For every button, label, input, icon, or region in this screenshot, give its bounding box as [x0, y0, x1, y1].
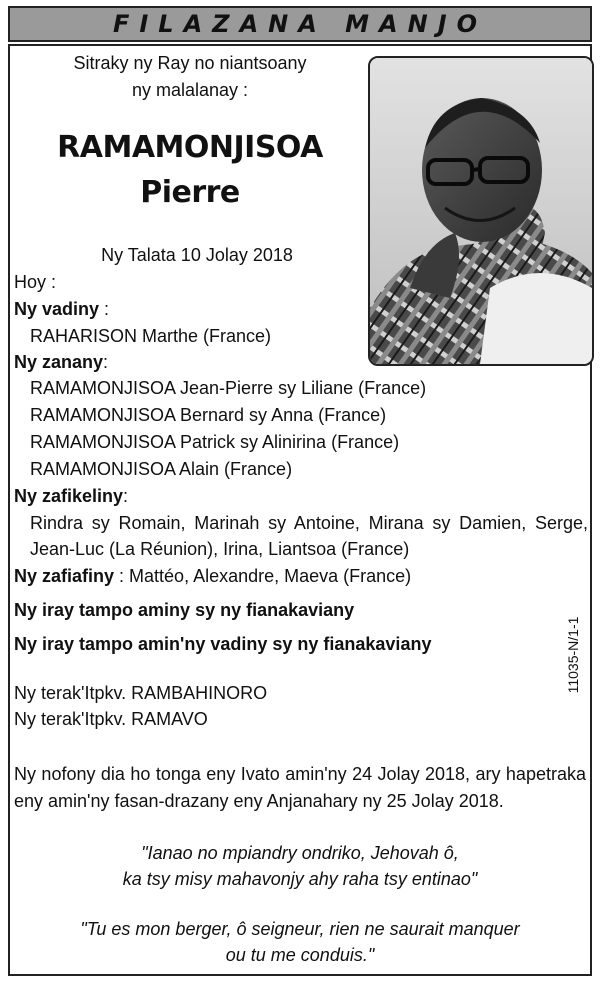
quote-malagasy-line-1: "Ianao no mpiandry ondriko, Jehovah ô,: [141, 843, 459, 863]
deceased-surname: RAMAMONJISOA: [57, 130, 323, 165]
sibling-line: Ny terak'Itpkv. RAMBAHINORO: [14, 683, 268, 703]
children-label: Ny zanany: [14, 352, 104, 372]
spouse-label: Ny vadiny: [14, 299, 100, 319]
notice-title: FILAZANA MANJO: [112, 10, 488, 38]
family-line-2: Ny iray tampo amin'ny vadiny sy ny fianakaviany: [14, 634, 432, 654]
intro-line-2: ny malalanay :: [131, 80, 249, 100]
grandchildren-line-1: Rindra sy Romain, Marinah sy Antoine, Mirana sy Damien, Serge,: [30, 513, 588, 533]
great-grandchildren-text: : Mattéo, Alexandre, Maeva (France): [114, 566, 412, 586]
child-item: RAMAMONJISOA Jean-Pierre sy Liliane (France): [30, 378, 427, 398]
family-line-1: Ny iray tampo aminy sy ny fianakaviany: [14, 600, 355, 620]
children-heading: [14, 351, 108, 373]
portrait-photo: [368, 56, 594, 366]
portrait-image: [370, 58, 592, 364]
spouse-suffix: :: [99, 299, 110, 319]
sibling-line: Ny terak'Itpkv. RAMAVO: [14, 709, 208, 729]
intro-line-1: Sitraky ny Ray no niantsoany: [73, 53, 307, 73]
funeral-line-2: eny amin'ny fasan-drazany eny Anjanahary ny 25 Jolay 2018.: [14, 791, 504, 811]
deceased-firstname: Pierre: [140, 175, 240, 210]
grandchildren-suffix: :: [123, 486, 129, 506]
grandchildren-label: Ny zafikeliny: [14, 486, 124, 506]
hoy-label: Hoy :: [14, 272, 57, 292]
notice-header: [8, 6, 592, 42]
great-grandchildren-label: Ny zafiafiny: [14, 566, 115, 586]
quote-french-line-1: "Tu es mon berger, ô seigneur, rien ne saurait manquer: [80, 919, 520, 939]
date-line: Ny Talata 10 Jolay 2018: [101, 245, 293, 265]
child-item: RAMAMONJISOA Bernard sy Anna (France): [30, 405, 387, 425]
quote-french-line-2: ou tu me conduis.": [225, 945, 375, 965]
children-suffix: :: [103, 352, 109, 372]
quote-malagasy-line-2: ka tsy misy mahavonjy ahy raha tsy entinao": [122, 869, 478, 889]
spouse-heading: [14, 298, 109, 320]
grandchildren-heading: [14, 485, 128, 507]
child-item: RAMAMONJISOA Alain (France): [30, 459, 293, 479]
funeral-line-1: Ny nofony dia ho tonga eny Ivato amin'ny 24 Jolay 2018, ary hapetraka: [14, 764, 586, 784]
child-item: RAMAMONJISOA Patrick sy Alinirina (France): [30, 432, 400, 452]
great-grandchildren: [14, 565, 411, 587]
spouse-name: RAHARISON Marthe (France): [30, 326, 272, 346]
reference-number: 11035-N/1-1: [565, 616, 581, 694]
grandchildren-line-2: Jean-Luc (La Réunion), Irina, Liantsoa (France): [30, 539, 410, 559]
